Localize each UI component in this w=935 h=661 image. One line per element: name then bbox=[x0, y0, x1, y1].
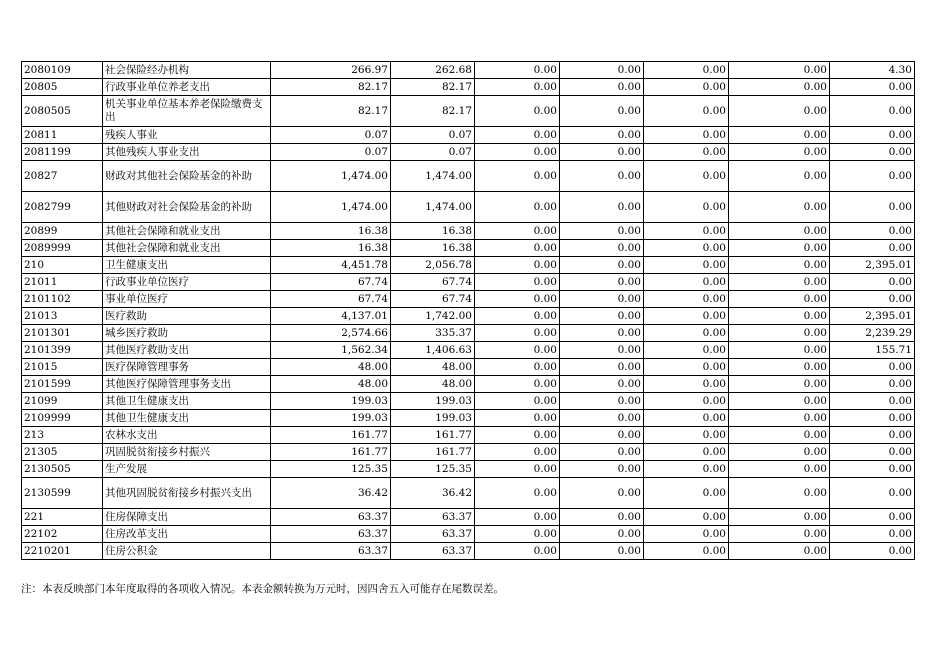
amount-cell: 0.00 bbox=[830, 240, 915, 257]
amount-cell: 0.00 bbox=[475, 96, 560, 127]
table-row bbox=[22, 127, 915, 144]
amount-cell: 1,742.00 bbox=[391, 308, 475, 325]
amount-cell: 0.00 bbox=[830, 161, 915, 192]
amount-cell: 2,574.66 bbox=[271, 325, 391, 342]
subject-name-cell: 社会保险经办机构 bbox=[103, 62, 271, 79]
amount-cell: 0.00 bbox=[729, 291, 830, 308]
subject-code-cell: 21013 bbox=[22, 308, 103, 325]
amount-cell: 1,406.63 bbox=[391, 342, 475, 359]
amount-cell: 0.00 bbox=[830, 543, 915, 560]
subject-code-cell: 21011 bbox=[22, 274, 103, 291]
subject-name-cell: 其他社会保障和就业支出 bbox=[103, 223, 271, 240]
amount-cell: 0.00 bbox=[475, 144, 560, 161]
amount-cell: 48.00 bbox=[271, 359, 391, 376]
amount-cell: 0.00 bbox=[475, 308, 560, 325]
subject-code-cell: 2089999 bbox=[22, 240, 103, 257]
amount-cell: 0.00 bbox=[729, 223, 830, 240]
amount-cell: 4.30 bbox=[830, 62, 915, 79]
subject-name-cell: 其他巩固脱贫衔接乡村振兴支出 bbox=[103, 478, 271, 509]
amount-cell: 2,056.78 bbox=[391, 257, 475, 274]
amount-cell: 0.00 bbox=[644, 359, 729, 376]
amount-cell: 0.00 bbox=[475, 359, 560, 376]
amount-cell: 0.00 bbox=[830, 291, 915, 308]
table-row bbox=[22, 461, 915, 478]
amount-cell: 63.37 bbox=[391, 526, 475, 543]
amount-cell: 0.00 bbox=[729, 144, 830, 161]
subject-code-cell: 221 bbox=[22, 509, 103, 526]
subject-name-cell: 机关事业单位基本养老保险缴费支出 bbox=[103, 96, 271, 127]
subject-name-cell: 其他财政对社会保险基金的补助 bbox=[103, 192, 271, 223]
amount-cell: 1,474.00 bbox=[271, 161, 391, 192]
budget-table bbox=[21, 61, 915, 560]
amount-cell: 0.00 bbox=[475, 478, 560, 509]
amount-cell: 82.17 bbox=[391, 79, 475, 96]
subject-name-cell: 巩固脱贫衔接乡村振兴 bbox=[103, 444, 271, 461]
amount-cell: 0.00 bbox=[729, 274, 830, 291]
amount-cell: 2,395.01 bbox=[830, 257, 915, 274]
amount-cell: 0.07 bbox=[271, 144, 391, 161]
subject-code-cell: 2080505 bbox=[22, 96, 103, 127]
amount-cell: 0.00 bbox=[475, 410, 560, 427]
subject-name-cell: 其他卫生健康支出 bbox=[103, 410, 271, 427]
subject-code-cell: 20805 bbox=[22, 79, 103, 96]
table-row bbox=[22, 96, 915, 127]
amount-cell: 16.38 bbox=[391, 223, 475, 240]
amount-cell: 1,474.00 bbox=[391, 161, 475, 192]
amount-cell: 0.00 bbox=[830, 461, 915, 478]
amount-cell: 161.77 bbox=[271, 427, 391, 444]
amount-cell: 48.00 bbox=[391, 359, 475, 376]
amount-cell: 0.00 bbox=[475, 376, 560, 393]
amount-cell: 199.03 bbox=[271, 410, 391, 427]
amount-cell: 0.00 bbox=[560, 291, 644, 308]
amount-cell: 0.00 bbox=[475, 427, 560, 444]
amount-cell: 0.00 bbox=[729, 161, 830, 192]
amount-cell: 199.03 bbox=[391, 393, 475, 410]
amount-cell: 0.00 bbox=[644, 410, 729, 427]
amount-cell: 0.00 bbox=[560, 308, 644, 325]
amount-cell: 0.00 bbox=[729, 240, 830, 257]
table-body bbox=[22, 62, 915, 560]
amount-cell: 16.38 bbox=[271, 223, 391, 240]
amount-cell: 63.37 bbox=[271, 526, 391, 543]
amount-cell: 0.00 bbox=[830, 393, 915, 410]
amount-cell: 199.03 bbox=[271, 393, 391, 410]
amount-cell: 335.37 bbox=[391, 325, 475, 342]
amount-cell: 63.37 bbox=[391, 509, 475, 526]
table-row bbox=[22, 223, 915, 240]
subject-name-cell: 财政对其他社会保险基金的补助 bbox=[103, 161, 271, 192]
amount-cell: 1,474.00 bbox=[271, 192, 391, 223]
amount-cell: 0.00 bbox=[729, 509, 830, 526]
amount-cell: 0.07 bbox=[391, 127, 475, 144]
amount-cell: 0.00 bbox=[729, 127, 830, 144]
amount-cell: 0.00 bbox=[560, 192, 644, 223]
amount-cell: 0.00 bbox=[475, 161, 560, 192]
subject-code-cell: 2130599 bbox=[22, 478, 103, 509]
amount-cell: 0.00 bbox=[830, 410, 915, 427]
subject-name-cell: 其他医疗救助支出 bbox=[103, 342, 271, 359]
amount-cell: 0.00 bbox=[475, 342, 560, 359]
amount-cell: 0.00 bbox=[830, 127, 915, 144]
amount-cell: 0.00 bbox=[644, 223, 729, 240]
amount-cell: 0.00 bbox=[830, 96, 915, 127]
subject-name-cell: 卫生健康支出 bbox=[103, 257, 271, 274]
amount-cell: 0.00 bbox=[644, 444, 729, 461]
subject-name-cell: 生产发展 bbox=[103, 461, 271, 478]
amount-cell: 0.00 bbox=[560, 478, 644, 509]
amount-cell: 0.00 bbox=[729, 79, 830, 96]
amount-cell: 0.00 bbox=[560, 427, 644, 444]
table-row bbox=[22, 509, 915, 526]
amount-cell: 161.77 bbox=[271, 444, 391, 461]
amount-cell: 0.00 bbox=[475, 325, 560, 342]
amount-cell: 67.74 bbox=[391, 291, 475, 308]
amount-cell: 0.00 bbox=[560, 410, 644, 427]
amount-cell: 0.00 bbox=[644, 96, 729, 127]
amount-cell: 0.00 bbox=[560, 342, 644, 359]
subject-code-cell: 2082799 bbox=[22, 192, 103, 223]
amount-cell: 0.00 bbox=[729, 192, 830, 223]
subject-name-cell: 行政事业单位养老支出 bbox=[103, 79, 271, 96]
amount-cell: 0.00 bbox=[644, 427, 729, 444]
amount-cell: 0.00 bbox=[644, 291, 729, 308]
amount-cell: 0.00 bbox=[644, 543, 729, 560]
table-row bbox=[22, 62, 915, 79]
amount-cell: 0.00 bbox=[830, 359, 915, 376]
amount-cell: 0.00 bbox=[475, 79, 560, 96]
amount-cell: 0.00 bbox=[729, 62, 830, 79]
subject-name-cell: 住房保障支出 bbox=[103, 509, 271, 526]
subject-name-cell: 残疾人事业 bbox=[103, 127, 271, 144]
subject-code-cell: 213 bbox=[22, 427, 103, 444]
subject-name-cell: 医疗保障管理事务 bbox=[103, 359, 271, 376]
amount-cell: 0.00 bbox=[729, 325, 830, 342]
amount-cell: 0.00 bbox=[560, 376, 644, 393]
subject-code-cell: 2130505 bbox=[22, 461, 103, 478]
table-row bbox=[22, 161, 915, 192]
amount-cell: 82.17 bbox=[391, 96, 475, 127]
table-row bbox=[22, 543, 915, 560]
amount-cell: 0.00 bbox=[729, 461, 830, 478]
amount-cell: 0.00 bbox=[475, 444, 560, 461]
amount-cell: 2,239.29 bbox=[830, 325, 915, 342]
amount-cell: 161.77 bbox=[391, 427, 475, 444]
table-row bbox=[22, 79, 915, 96]
amount-cell: 266.97 bbox=[271, 62, 391, 79]
subject-name-cell: 城乡医疗救助 bbox=[103, 325, 271, 342]
amount-cell: 0.00 bbox=[830, 376, 915, 393]
amount-cell: 82.17 bbox=[271, 96, 391, 127]
amount-cell: 0.00 bbox=[644, 509, 729, 526]
table-row bbox=[22, 444, 915, 461]
amount-cell: 0.00 bbox=[644, 478, 729, 509]
amount-cell: 0.00 bbox=[644, 393, 729, 410]
amount-cell: 0.00 bbox=[830, 144, 915, 161]
amount-cell: 161.77 bbox=[391, 444, 475, 461]
amount-cell: 0.00 bbox=[644, 79, 729, 96]
amount-cell: 0.00 bbox=[560, 79, 644, 96]
amount-cell: 0.00 bbox=[475, 509, 560, 526]
subject-code-cell: 2109999 bbox=[22, 410, 103, 427]
amount-cell: 0.00 bbox=[729, 444, 830, 461]
table-row bbox=[22, 478, 915, 509]
amount-cell: 0.07 bbox=[391, 144, 475, 161]
subject-code-cell: 210 bbox=[22, 257, 103, 274]
subject-code-cell: 2210201 bbox=[22, 543, 103, 560]
amount-cell: 2,395.01 bbox=[830, 308, 915, 325]
footnote: 注：本表反映部门本年度取得的各项收入情况。本表金额转换为万元时，因四舍五入可能存在尾数误差。 bbox=[21, 583, 504, 595]
subject-code-cell: 2101399 bbox=[22, 342, 103, 359]
amount-cell: 0.00 bbox=[560, 393, 644, 410]
amount-cell: 0.00 bbox=[729, 376, 830, 393]
amount-cell: 0.00 bbox=[560, 509, 644, 526]
table-row bbox=[22, 240, 915, 257]
amount-cell: 4,137.01 bbox=[271, 308, 391, 325]
subject-code-cell: 22102 bbox=[22, 526, 103, 543]
amount-cell: 0.00 bbox=[475, 62, 560, 79]
table-row bbox=[22, 427, 915, 444]
amount-cell: 36.42 bbox=[391, 478, 475, 509]
amount-cell: 16.38 bbox=[271, 240, 391, 257]
amount-cell: 0.00 bbox=[729, 478, 830, 509]
table-row bbox=[22, 257, 915, 274]
table-row bbox=[22, 274, 915, 291]
subject-name-cell: 住房改革支出 bbox=[103, 526, 271, 543]
amount-cell: 0.00 bbox=[644, 526, 729, 543]
subject-code-cell: 2080109 bbox=[22, 62, 103, 79]
subject-code-cell: 2101301 bbox=[22, 325, 103, 342]
amount-cell: 63.37 bbox=[391, 543, 475, 560]
amount-cell: 0.00 bbox=[644, 461, 729, 478]
amount-cell: 63.37 bbox=[271, 509, 391, 526]
amount-cell: 67.74 bbox=[271, 274, 391, 291]
table-row bbox=[22, 410, 915, 427]
amount-cell: 0.00 bbox=[644, 127, 729, 144]
amount-cell: 199.03 bbox=[391, 410, 475, 427]
amount-cell: 0.00 bbox=[729, 96, 830, 127]
table-row bbox=[22, 359, 915, 376]
subject-code-cell: 21015 bbox=[22, 359, 103, 376]
amount-cell: 0.00 bbox=[830, 79, 915, 96]
amount-cell: 0.00 bbox=[830, 274, 915, 291]
amount-cell: 0.00 bbox=[644, 325, 729, 342]
amount-cell: 0.00 bbox=[830, 427, 915, 444]
amount-cell: 0.00 bbox=[560, 543, 644, 560]
amount-cell: 16.38 bbox=[391, 240, 475, 257]
amount-cell: 0.00 bbox=[729, 257, 830, 274]
amount-cell: 0.00 bbox=[644, 62, 729, 79]
amount-cell: 0.00 bbox=[475, 526, 560, 543]
amount-cell: 0.00 bbox=[729, 308, 830, 325]
amount-cell: 0.00 bbox=[830, 192, 915, 223]
amount-cell: 0.00 bbox=[560, 461, 644, 478]
amount-cell: 0.00 bbox=[475, 393, 560, 410]
amount-cell: 0.00 bbox=[475, 461, 560, 478]
amount-cell: 0.00 bbox=[644, 240, 729, 257]
table-row bbox=[22, 526, 915, 543]
table-row bbox=[22, 393, 915, 410]
amount-cell: 0.00 bbox=[729, 410, 830, 427]
subject-name-cell: 住房公积金 bbox=[103, 543, 271, 560]
amount-cell: 0.00 bbox=[644, 274, 729, 291]
subject-name-cell: 行政事业单位医疗 bbox=[103, 274, 271, 291]
amount-cell: 0.00 bbox=[475, 291, 560, 308]
amount-cell: 0.00 bbox=[560, 526, 644, 543]
amount-cell: 0.00 bbox=[475, 192, 560, 223]
amount-cell: 0.00 bbox=[830, 478, 915, 509]
amount-cell: 0.00 bbox=[560, 325, 644, 342]
table-row bbox=[22, 192, 915, 223]
amount-cell: 0.07 bbox=[271, 127, 391, 144]
amount-cell: 125.35 bbox=[391, 461, 475, 478]
amount-cell: 262.68 bbox=[391, 62, 475, 79]
subject-code-cell: 21305 bbox=[22, 444, 103, 461]
subject-name-cell: 其他医疗保障管理事务支出 bbox=[103, 376, 271, 393]
amount-cell: 36.42 bbox=[271, 478, 391, 509]
amount-cell: 0.00 bbox=[475, 240, 560, 257]
subject-name-cell: 其他残疾人事业支出 bbox=[103, 144, 271, 161]
amount-cell: 0.00 bbox=[729, 427, 830, 444]
amount-cell: 63.37 bbox=[271, 543, 391, 560]
amount-cell: 0.00 bbox=[644, 308, 729, 325]
amount-cell: 0.00 bbox=[729, 526, 830, 543]
subject-code-cell: 20811 bbox=[22, 127, 103, 144]
amount-cell: 0.00 bbox=[475, 257, 560, 274]
subject-code-cell: 21099 bbox=[22, 393, 103, 410]
amount-cell: 0.00 bbox=[644, 376, 729, 393]
amount-cell: 0.00 bbox=[560, 359, 644, 376]
amount-cell: 0.00 bbox=[729, 543, 830, 560]
table-row bbox=[22, 325, 915, 342]
amount-cell: 0.00 bbox=[729, 342, 830, 359]
amount-cell: 0.00 bbox=[560, 444, 644, 461]
table-row bbox=[22, 376, 915, 393]
amount-cell: 0.00 bbox=[644, 192, 729, 223]
amount-cell: 0.00 bbox=[475, 127, 560, 144]
amount-cell: 48.00 bbox=[271, 376, 391, 393]
amount-cell: 0.00 bbox=[644, 342, 729, 359]
amount-cell: 0.00 bbox=[475, 274, 560, 291]
amount-cell: 0.00 bbox=[830, 526, 915, 543]
amount-cell: 0.00 bbox=[560, 96, 644, 127]
subject-name-cell: 其他社会保障和就业支出 bbox=[103, 240, 271, 257]
subject-code-cell: 20827 bbox=[22, 161, 103, 192]
subject-name-cell: 其他卫生健康支出 bbox=[103, 393, 271, 410]
table-row bbox=[22, 291, 915, 308]
table-row bbox=[22, 342, 915, 359]
amount-cell: 0.00 bbox=[560, 127, 644, 144]
subject-name-cell: 农林水支出 bbox=[103, 427, 271, 444]
amount-cell: 67.74 bbox=[271, 291, 391, 308]
amount-cell: 0.00 bbox=[560, 240, 644, 257]
amount-cell: 1,474.00 bbox=[391, 192, 475, 223]
amount-cell: 48.00 bbox=[391, 376, 475, 393]
amount-cell: 0.00 bbox=[560, 274, 644, 291]
amount-cell: 0.00 bbox=[729, 359, 830, 376]
amount-cell: 0.00 bbox=[644, 161, 729, 192]
amount-cell: 4,451.78 bbox=[271, 257, 391, 274]
amount-cell: 0.00 bbox=[475, 223, 560, 240]
subject-name-cell: 事业单位医疗 bbox=[103, 291, 271, 308]
amount-cell: 1,562.34 bbox=[271, 342, 391, 359]
amount-cell: 0.00 bbox=[644, 257, 729, 274]
amount-cell: 0.00 bbox=[830, 509, 915, 526]
subject-code-cell: 2101599 bbox=[22, 376, 103, 393]
amount-cell: 82.17 bbox=[271, 79, 391, 96]
amount-cell: 125.35 bbox=[271, 461, 391, 478]
subject-name-cell: 医疗救助 bbox=[103, 308, 271, 325]
amount-cell: 0.00 bbox=[830, 223, 915, 240]
amount-cell: 0.00 bbox=[475, 543, 560, 560]
amount-cell: 0.00 bbox=[560, 161, 644, 192]
table-row bbox=[22, 144, 915, 161]
subject-code-cell: 20899 bbox=[22, 223, 103, 240]
amount-cell: 0.00 bbox=[560, 223, 644, 240]
amount-cell: 67.74 bbox=[391, 274, 475, 291]
amount-cell: 0.00 bbox=[729, 393, 830, 410]
subject-code-cell: 2101102 bbox=[22, 291, 103, 308]
amount-cell: 0.00 bbox=[560, 144, 644, 161]
amount-cell: 0.00 bbox=[560, 257, 644, 274]
amount-cell: 0.00 bbox=[560, 62, 644, 79]
amount-cell: 0.00 bbox=[644, 144, 729, 161]
table-row bbox=[22, 308, 915, 325]
amount-cell: 0.00 bbox=[830, 444, 915, 461]
amount-cell: 155.71 bbox=[830, 342, 915, 359]
subject-code-cell: 2081199 bbox=[22, 144, 103, 161]
